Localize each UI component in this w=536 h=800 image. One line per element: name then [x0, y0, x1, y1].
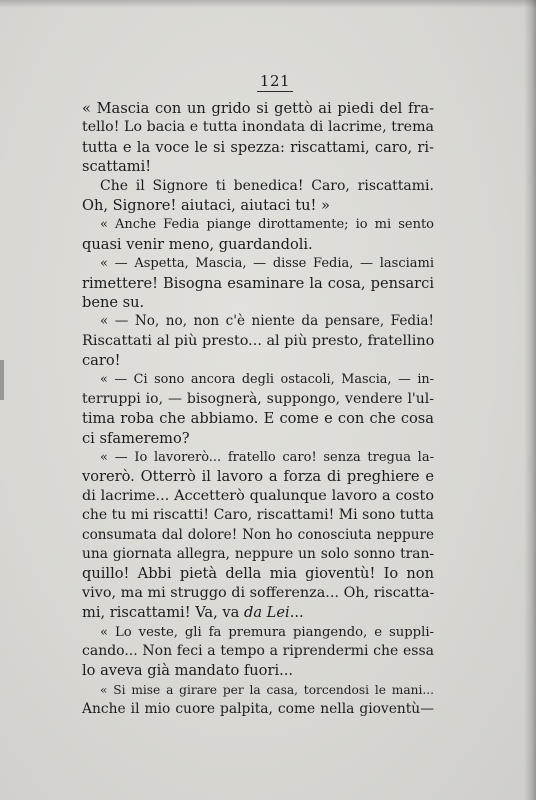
- text-line: vivo, ma mi struggo di sofferenza... Oh, riscatta-: [82, 584, 435, 601]
- text-line: Oh, Signore! aiutaci, aiutaci tu! »: [82, 196, 330, 214]
- page-number: [0, 72, 536, 92]
- text-line: Che il Signore ti benedica! Caro, riscattami.: [100, 177, 434, 194]
- page-right-shadow: [524, 0, 536, 800]
- text-line: lo aveva già mandato fuori...: [82, 662, 294, 680]
- text-line: « Mascia con un grido si gettò ai piedi del fra-: [82, 100, 434, 117]
- text-line: bene su.: [82, 293, 145, 311]
- text-line: « Lo veste, gli fa premura piangendo, e suppli-: [100, 624, 434, 640]
- text-line: cando... Non feci a tempo a riprendermi che essa: [82, 642, 434, 659]
- text-line: che tu mi riscatti! Caro, riscattami! Mi sono tutta: [82, 507, 434, 524]
- text-line: vorerò. Otterrò il lavoro a forza di preghiere e: [82, 468, 434, 486]
- text-line: « Si mise a girare per la casa, torcendosi le mani...: [100, 682, 434, 697]
- text-line: quillo! Abbi pietà della mia gioventù! Io non: [82, 565, 434, 583]
- text-line: rimettere! Bisogna esaminare la cosa, pensarci: [82, 274, 434, 292]
- text-line: tutta e la voce le si spezza: riscattami, caro, ri-: [82, 138, 434, 156]
- text-line: quasi venir meno, guardandoli.: [82, 235, 313, 253]
- body-text: [82, 99, 434, 720]
- text-line: tello! Lo bacia e tutta inondata di lacrime, trema: [82, 119, 434, 136]
- text-line: « — Aspetta, Mascia, — disse Fedia, — lasciami: [100, 256, 434, 272]
- text-line: scattami!: [82, 158, 152, 176]
- text-line: « — No, no, non c'è niente da pensare, Fedia!: [100, 313, 434, 330]
- text-line: « — Ci sono ancora degli ostacoli, Mascia, — in-: [100, 372, 434, 388]
- page-top-shadow: [0, 0, 536, 8]
- text-line: Riscattati al più presto... al più presto, fratellino: [82, 332, 435, 349]
- text-line: terruppi io, — bisognerà, suppongo, vendere l'ul-: [82, 390, 434, 407]
- text-line: ci sfameremo?: [82, 429, 190, 447]
- text-line: mi, riscattami! Va, va da Lei...: [82, 604, 304, 622]
- binding-mark: [0, 360, 4, 400]
- text-line: « — Io lavorerò... fratello caro! senza tregua la-: [100, 450, 434, 466]
- text-line: caro!: [82, 352, 121, 370]
- text-line: « Anche Fedia piange dirottamente; io mi sento: [100, 217, 434, 233]
- text-line: tima roba che abbiamo. E come e con che cosa: [82, 410, 434, 428]
- page-number-text: 121: [257, 72, 293, 92]
- text-line: Anche il mio cuore palpita, come nella gioventù—: [82, 701, 434, 718]
- text-line: consumata dal dolore! Non ho conosciuta neppure: [82, 526, 434, 543]
- text-line: di lacrime... Accetterò qualunque lavoro a costo: [82, 487, 434, 504]
- text-line: una giornata allegra, neppure un solo sonno tran-: [82, 545, 434, 562]
